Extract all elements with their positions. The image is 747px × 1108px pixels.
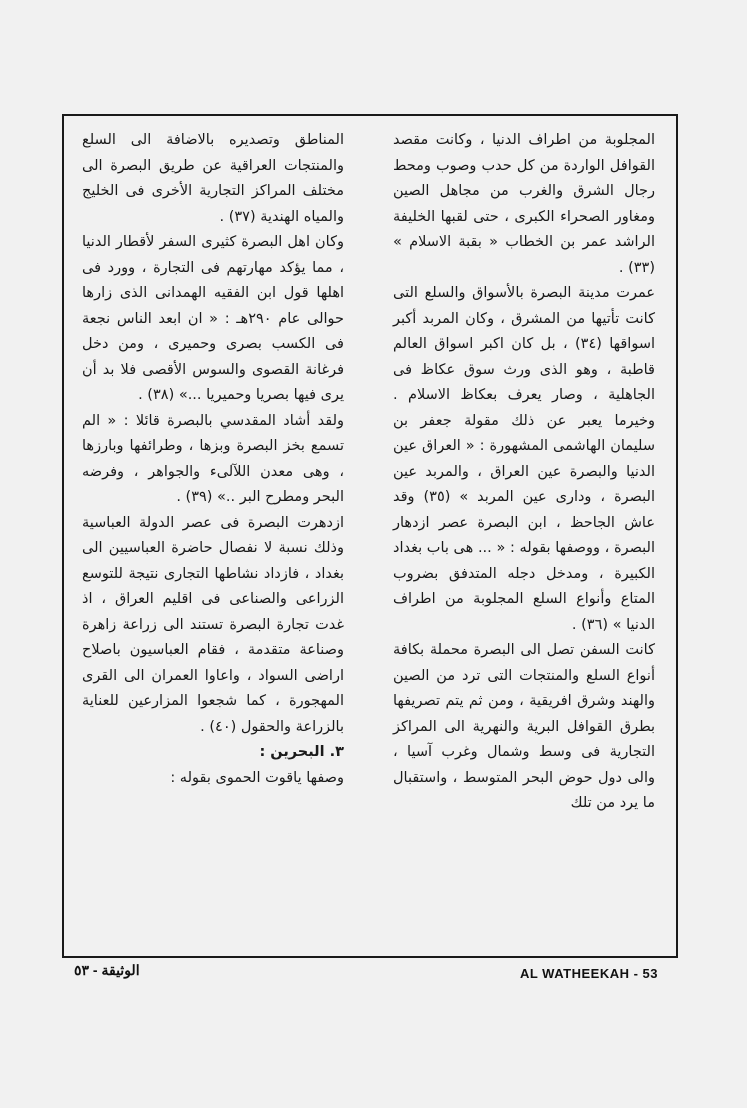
footer-arabic: الوثيقة - ٥٣ (74, 962, 140, 978)
paragraph: كانت السفن تصل الى البصرة محملة بكافة أنواع السلع والمنتجات التى ترد من الصين والهند وشرق افريقية ، ومن ثم يتم تصريفها بطرق القوافل البرية والنهرية الى المراكز التجارية فى وسط وشمال وغرب آسيا ، والى دول حوض البحر المتوسط ، واستقبال ما يرد من تلك (393, 642, 655, 811)
paragraph: المجلوبة من اطراف الدنيا ، وكانت مقصد القوافل الواردة من كل حدب وصوب ومحط رجال الشرق والغرب من مجاهل الصين ومغاور الصحراء الكبرى ، حتى لقبها الخليفة الراشد عمر بن الخطاب « بقبة الاسلام » (٣٣) . (393, 132, 655, 276)
footer-english: AL WATHEEKAH - 53 (519, 966, 658, 981)
paragraph: وصفها ياقوت الحموى بقوله : (170, 769, 344, 786)
paragraph: وكان اهل البصرة كثيرى السفر لأقطار الدنيا ، مما يؤكد مهارتهم فى التجارة ، وورد فى اهلها قول ابن الفقيه الهمدانى الذى زارها حوالى عام ٢٩٠هـ : « ان ابعد الناس نجعة فى الكسب بصرى وحميرى ، ومن دخل فرغانة القصوى والسوس الأقصى فلا بد أن يرى فيها بصريا وحميريا ...» (٣٨) . (82, 234, 344, 403)
page-footer (62, 958, 678, 986)
paragraph: ولقد أشاد المقدسي بالبصرة قائلا : « الم تسمع بخز البصرة وبزها ، وطرائفها وبارزها ، وهى معدن اللآلىء والجواهر ، وفرضه البحر ومطرح البر ..» (٣٩) . (82, 412, 344, 505)
paragraph: عمرت مدينة البصرة بالأسواق والسلع التى كانت تأتيها من المشرق ، وكان المربد أكبر اسواقها (٣٤) ، بل كان اكبر اسواق العالم قاطبة ، وهو الذى ورث سوق عكاظ فى الجاهلية ، وصار يعرف بعكاظ الاسلام . وخيرما يعبر عن ذلك مقولة جعفر بن سليمان الهاشمى المشهورة : « العراق عين الدنيا والبصرة عين العراق ، والمربد عين البصرة ، ودارى عين المربد » (٣٥) وقد عاش الجاحظ ، ابن البصرة عصر ازدهار البصرة ، ووصفها بقوله : « ... هى باب بغداد الكبيرة ، ومدخل دجله المتدفق بضروب المتاع وأنواع السلع المجلوبة من اطراف الدنيا » (٣٦) . (393, 285, 655, 633)
left-column (82, 128, 344, 791)
section-heading: ٣. البحرين : (259, 744, 344, 760)
right-column (393, 128, 655, 817)
paragraph: ازدهرت البصرة فى عصر الدولة العباسية وذلك نسبة لا نفصال حاضرة العباسيين الى بغداد ، فازداد نشاطها التجارى نتيجة للتوسع الزراعى والصناعى فى اقليم العراق ، اذ غدت تجارة البصرة تستند الى زراعة زاهرة وصناعة متقدمة ، فقام العباسيون باصلاح اراضى السواد ، واعاوا العمران الى القرى المهجورة ، كما شجعوا المزارعين للعناية بالزراعة والحقول (٤٠) . (82, 514, 344, 735)
paragraph: المناطق وتصديره بالاضافة الى السلع والمنتجات العراقية عن طريق البصرة الى مختلف المراكز التجارية الأخرى فى الخليج والمياه الهندية (٣٧) . (82, 132, 344, 225)
